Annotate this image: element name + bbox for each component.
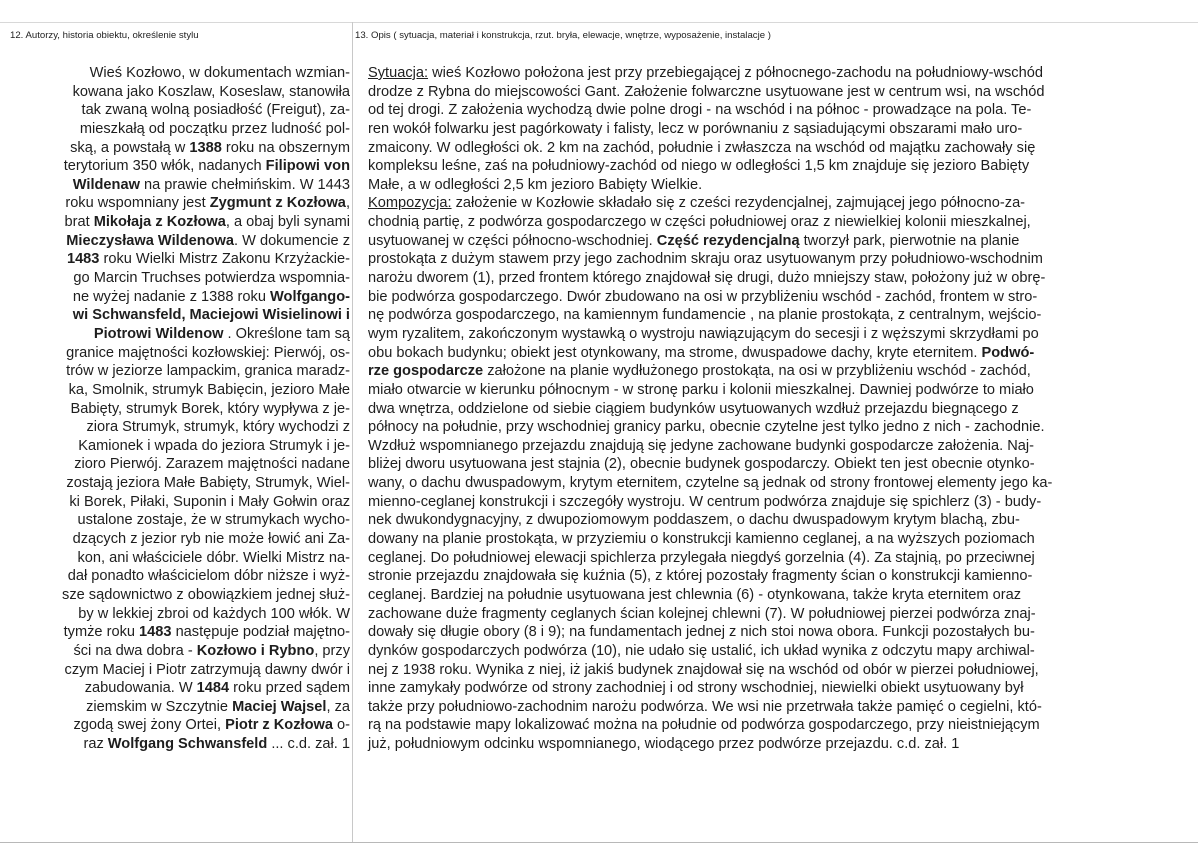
bottom-border-line [0, 842, 1198, 843]
text-run: Kompozycja: [368, 195, 452, 212]
text-run: założenie w Kozłowie składało się z cześci rezydencjalnej, zajmującej jego północno-za- [451, 195, 1026, 212]
text-run: , [345, 195, 350, 212]
history-text-line [12, 493, 350, 512]
text-run: Wolfgango- [270, 288, 350, 305]
description-text-line [368, 642, 1194, 661]
history-text-line [12, 530, 350, 549]
description-text-line [368, 306, 1194, 325]
description-text-line [368, 493, 1194, 512]
text-run: ceglanej. Do południowej elewacji spichlerza przylegała niegdyś gorzelnia (4). Za stajnią, po przeciwnej [368, 549, 1035, 566]
history-text-line [12, 735, 350, 754]
text-run: następuje podział majętno- [171, 624, 350, 641]
history-text-line [12, 474, 350, 493]
history-text-line [12, 679, 350, 698]
description-text-line [368, 176, 1194, 195]
description-text-line [368, 101, 1194, 120]
description-text-line [368, 213, 1194, 232]
text-run: rą na podstawie mapy lokalizować można na południe od podwórza gospodarczego, przy nieistniejącym [368, 717, 1040, 734]
history-text-line [12, 120, 350, 139]
text-run: tworzył park, pierwotnie na planie [799, 232, 1020, 249]
description-text-line [368, 661, 1194, 680]
description-text-line [368, 455, 1194, 474]
text-run: Wildenaw [72, 176, 140, 193]
history-text-line [12, 642, 350, 661]
text-run: 1484 [196, 680, 230, 697]
history-text-line [12, 213, 350, 232]
history-text-line [12, 362, 350, 381]
text-run: , za [326, 698, 350, 715]
text-run: północy na południe, przy wschodniej granicy parku, obecnie czytelne jest tylko jedno z nich - zachodnie. [368, 419, 1045, 436]
history-text-line [12, 306, 350, 325]
history-text-line [12, 176, 350, 195]
text-run: ziora Strumyk, strumyk, który wychodzi z [86, 419, 350, 436]
text-run: Babięty, strumyk Borek, który wypływa z je- [70, 400, 350, 417]
history-text-line [12, 325, 350, 344]
text-run: wi Schwansfeld, Maciejowi Wisielinowi i [72, 307, 350, 324]
text-run: kowana jako Koszlaw, Koseslaw, stanowiła [72, 83, 350, 100]
text-run: Piotr z Kozłowa [225, 717, 333, 734]
description-text-line [368, 362, 1194, 381]
text-run: dał ponadto właścicielom dóbr niższe i wyż- [67, 568, 350, 585]
text-run: ne wyżej nadanie z 1388 roku [72, 288, 271, 305]
text-run: ści na dwa dobra - [73, 642, 197, 659]
history-text-line [12, 83, 350, 102]
text-run: Piotrowi Wildenow [93, 325, 224, 342]
description-text-line [368, 120, 1194, 139]
text-run: granice majętności kozłowskiej: Pierwój, os- [66, 344, 350, 361]
text-run: czym Maciej i Piotr zatrzymują dawny dwór i [64, 661, 350, 678]
text-run: dowany na planie prostokąta, w przyziemiu o konstrukcji kamienno ceglanej, a na wyższych poziomach [368, 531, 1035, 548]
text-run: wym ryzalitem, zakończonym wystawką o wystroju nawiązującym do secesji i z węższymi skrzydłami po [368, 325, 1039, 342]
history-text-line [12, 698, 350, 717]
text-run: Małe, a w odległości 2,5 km jezioro Babięty Wielkie. [368, 176, 703, 193]
text-run: ustalone zostaje, że w strumykach wycho- [77, 512, 350, 529]
history-text-line [12, 549, 350, 568]
description-text-line [368, 437, 1194, 456]
text-run: Kozłowo i Rybno [196, 642, 315, 659]
text-run: rze gospodarcze [368, 363, 484, 380]
column-divider [352, 22, 353, 842]
history-text-line [12, 623, 350, 642]
description-text-line [368, 232, 1194, 251]
text-run: Maciej Wajsel [232, 698, 327, 715]
description-text-line [368, 623, 1194, 642]
text-run: kon, ani właściciele dóbr. Wielki Mistrz na- [77, 549, 350, 566]
text-run: bie podwórza gospodarczego. Dwór zbudowano na osi w przybliżeniu wschód - zachód, frontem w stro- [368, 288, 1038, 305]
description-text-line [368, 716, 1194, 735]
description-text-line [368, 735, 1194, 754]
text-run: kompleksu leśne, zaś na południowy-zachód od niego w odległości 1,5 km znajduje się jezioro Babięty [368, 158, 1030, 175]
text-run: ceglanej. Bardziej na południe usytuowana jest chlewnia (6) - otynkowana, także kryta eternitem oraz [368, 586, 1022, 603]
description-text-line [368, 549, 1194, 568]
description-text-line [368, 288, 1194, 307]
text-run: zmaicony. W odległości ok. 2 km na zachód, południe i zwłaszcza na wschód od majątku zachowały się [368, 139, 1036, 156]
description-text-line [368, 567, 1194, 586]
text-run: stronie przejazdu znajdowała się kuźnia (5), z której pozostały fragmenty ścian o konstrukcji kamienno- [368, 568, 1033, 585]
history-text-line [12, 157, 350, 176]
text-run: roku na obszernym [221, 139, 350, 156]
text-run: roku Wielki Mistrz Zakonu Krzyżackie- [99, 251, 350, 268]
text-run: prostokąta z dużym stawem przy jego zachodnim skraju oraz usytuowanym przy południowo-wschodnim [368, 251, 1043, 268]
history-text-line [12, 194, 350, 213]
history-text-line [12, 232, 350, 251]
text-run: dzących z jezior ryb nie może łowić ani Za- [72, 531, 350, 548]
text-run: ską, a powstałą w [70, 139, 190, 156]
top-border-line [0, 22, 1198, 23]
text-run: , przy [314, 642, 350, 659]
history-text-line [12, 381, 350, 400]
description-text-line [368, 679, 1194, 698]
text-run: o- [332, 717, 350, 734]
text-run: 1483 [139, 624, 172, 641]
history-text-line [12, 344, 350, 363]
text-run: by w lekkiej zbroi od każdych 100 włók. W [78, 605, 350, 622]
text-run: ka, Smolnik, strumyk Babięcin, jezioro Małe [68, 381, 350, 398]
text-run: już, południowym odcinku wspomnianego, wiodącego przez podwórze przejazdu. c.d. zał. 1 [368, 736, 960, 753]
section-12-heading: 12. Autorzy, historia obiektu, określenie stylu [10, 30, 199, 41]
history-text-line [12, 455, 350, 474]
text-run: . W dokumencie z [234, 232, 350, 249]
text-run: Część rezydencjalną [656, 232, 800, 249]
text-run: terytorium 350 włók, nadanych [63, 158, 266, 175]
history-text-line [12, 437, 350, 456]
text-run: raz [83, 736, 108, 753]
text-run: nek dwukondygnacyjny, z dwupoziomowym poddaszem, o dachu dwuspadowym krytym blachą, zbu- [368, 512, 1020, 529]
description-text-line [368, 511, 1194, 530]
text-run: roku przed sądem [229, 680, 350, 697]
description-text-line [368, 605, 1194, 624]
text-run: tak zwaną wolną posiadłość (Freigut), za- [81, 102, 350, 119]
text-run: wany, o dachu dwuspadowym, krytym eternitem, czytelne są jednak od strony frontowej elementy jego ka- [368, 475, 1053, 492]
text-run: od tej drogi. Z założenia wychodzą dwie polne drogi - na wschód i na północ - prowadzące na pola. Te- [368, 102, 1032, 119]
text-run: założone na planie wydłużonego prostokąta, na osi w przybliżeniu wschód - zachód, [483, 363, 1031, 380]
text-run: nę podwórza gospodarczego, na kamiennym fundamencie , na planie prostokąta, z centralnym, wejścio- [368, 307, 1042, 324]
text-run: także przy południowo-zachodnim narożu podwórza. We wsi nie przetrwała także pamięć o cegielni, któ- [368, 698, 1042, 715]
text-run: zgodą swej żony Ortei, [73, 717, 226, 734]
description-text-line [368, 474, 1194, 493]
text-run: ziemskim w Szczytnie [86, 698, 233, 715]
history-text-line [12, 661, 350, 680]
text-run: dowały się długie obory (8 i 9); na fundamentach jednej z nich stoi nowa obora. Funkcji pozostałych bu- [368, 624, 1035, 641]
history-text-line [12, 101, 350, 120]
history-text-line [12, 288, 350, 307]
description-text-line [368, 64, 1194, 83]
description-text-column [368, 64, 1194, 754]
text-run: ... c.d. zał. 1 [267, 736, 350, 753]
text-run: nej z 1938 roku. Wynika z niej, iż jakiś budynek znajdował się na wschód od obór w pierzei południowej, [368, 661, 1039, 678]
text-run: Podwó- [981, 344, 1035, 361]
text-run: mienno-ceglanej konstrukcji i szczegóły wystroju. W centrum podwórza znajduje się spichlerz (3) - budy- [368, 493, 1042, 510]
description-text-line [368, 250, 1194, 269]
text-run: , a obaj byli synami [225, 214, 350, 231]
text-run: na prawie chełmińskim. W 1443 [139, 176, 350, 193]
text-run: obu bokach budynku; obiekt jest otynkowany, ma strome, dwuspadowe dachy, kryte eternitem. [368, 344, 982, 361]
description-text-line [368, 325, 1194, 344]
text-run: miało otwarcie w kierunku północnym - w stronę parku i kolonii mieszkalnej. Dawniej podwórze to miało [368, 381, 1034, 398]
text-run: dynków gospodarczych podwórza (10), nie udało się ustalić, ich układ wynika z odczytu mapy archiwal- [368, 642, 1035, 659]
text-run: ki Borek, Piłaki, Suponin i Mały Gołwin oraz [69, 493, 350, 510]
text-run: chodnią partię, z podwórza gospodarczego w części południowej oraz z niewielkiej kolonii mieszkalnej, [368, 214, 1031, 231]
description-text-line [368, 344, 1194, 363]
text-run: Mikołaja z Kozłowa [93, 214, 226, 231]
text-run: narożu dworem (1), przed frontem którego znajdował się drugi, dużo mniejszy staw, położony już w obrę- [368, 270, 1046, 287]
text-run: Wzdłuż wspomnianego przejazdu znajdują się jedyne zachowane budynki gospodarcze założenia. Naj- [368, 437, 1035, 454]
description-text-line [368, 194, 1194, 213]
description-text-line [368, 83, 1194, 102]
text-run: zachowane duże fragmenty ceglanych ścian kolejnej chlewni (7). W południowej pierzei podwórza znaj- [368, 605, 1036, 622]
history-text-line [12, 605, 350, 624]
text-run: Wieś Kozłowo, w dokumentach wzmian- [89, 65, 350, 81]
history-text-line [12, 511, 350, 530]
history-text-column [12, 64, 350, 754]
description-text-line [368, 530, 1194, 549]
text-run: zioro Pierwój. Zarazem majętności nadane [74, 456, 350, 473]
text-run: inne zamykały podwórze od strony zachodniej i od strony wschodniej, niewielki obiekt usytuowany był [368, 680, 1024, 697]
description-text-line [368, 381, 1194, 400]
text-run: drodze z Rybna do miejscowości Gant. Założenie folwarczne usytuowane jest w centrum wsi, na wschód [368, 83, 1045, 100]
description-text-line [368, 698, 1194, 717]
description-text-line [368, 269, 1194, 288]
description-text-line [368, 157, 1194, 176]
text-run: Filipowi von [265, 158, 350, 175]
text-run: trów w jeziorze lampackim, granica maradz- [66, 363, 350, 380]
description-text-line [368, 400, 1194, 419]
text-run: Kamionek i wpada do jeziora Strumyk i je- [78, 437, 350, 454]
text-run: go Marcin Truchses potwierdza wspomnia- [73, 270, 350, 287]
history-text-line [12, 64, 350, 83]
history-text-line [12, 418, 350, 437]
section-13-heading: 13. Opis ( sytuacja, materiał i konstrukcja, rzut. bryła, elewacje, wnętrze, wyposażenie, instalacje ) [355, 30, 771, 41]
description-text-line [368, 139, 1194, 158]
history-text-line [12, 139, 350, 158]
text-run: Mieczysława Wildenowa [66, 232, 235, 249]
text-run: sze sądownictwo z obowiązkiem jednej służ- [62, 586, 350, 603]
text-run: Sytuacja: [368, 65, 429, 81]
text-run: bliżej dworu usytuowana jest stajnia (2), obecnie budynek gospodarczy. Obiekt ten jest obecnie otynko- [368, 456, 1035, 473]
text-run: wieś Kozłowo położona jest przy przebiegającej z północnego-zachodu na południowy-wschód [428, 65, 1043, 81]
history-text-line [12, 400, 350, 419]
text-run: 1388 [189, 139, 222, 156]
text-run: ren wokół folwarku jest pagórkowaty i falisty, lecz w porównaniu z sąsiadującymi obszarami mało uro- [368, 120, 1023, 137]
history-text-line [12, 269, 350, 288]
history-text-line [12, 567, 350, 586]
text-run: Zygmunt z Kozłowa [209, 195, 346, 212]
text-run: tymże roku [63, 624, 140, 641]
text-run: roku wspomniany jest [65, 195, 210, 212]
text-run: Wolfgang Schwansfeld [107, 736, 268, 753]
text-run: usytuowanej w części północno-wschodniej. [368, 232, 657, 249]
text-run: zabudowania. W [84, 680, 197, 697]
text-run: 1483 [66, 251, 100, 268]
history-text-line [12, 716, 350, 735]
description-text-line [368, 418, 1194, 437]
description-text-line [368, 586, 1194, 605]
text-run: dwa wnętrza, oddzielone od siebie ciągiem budynków usytuowanych wzdłuż przejazdu biegnącego z [368, 400, 1019, 417]
text-run: brat [64, 214, 94, 231]
text-run: . Określone tam są [223, 325, 350, 342]
text-run: mieszkałą od początku przez ludność pol- [79, 120, 350, 137]
history-text-line [12, 586, 350, 605]
history-text-line [12, 250, 350, 269]
text-run: zostają jeziora Małe Babięty, Strumyk, Wiel- [66, 475, 350, 492]
